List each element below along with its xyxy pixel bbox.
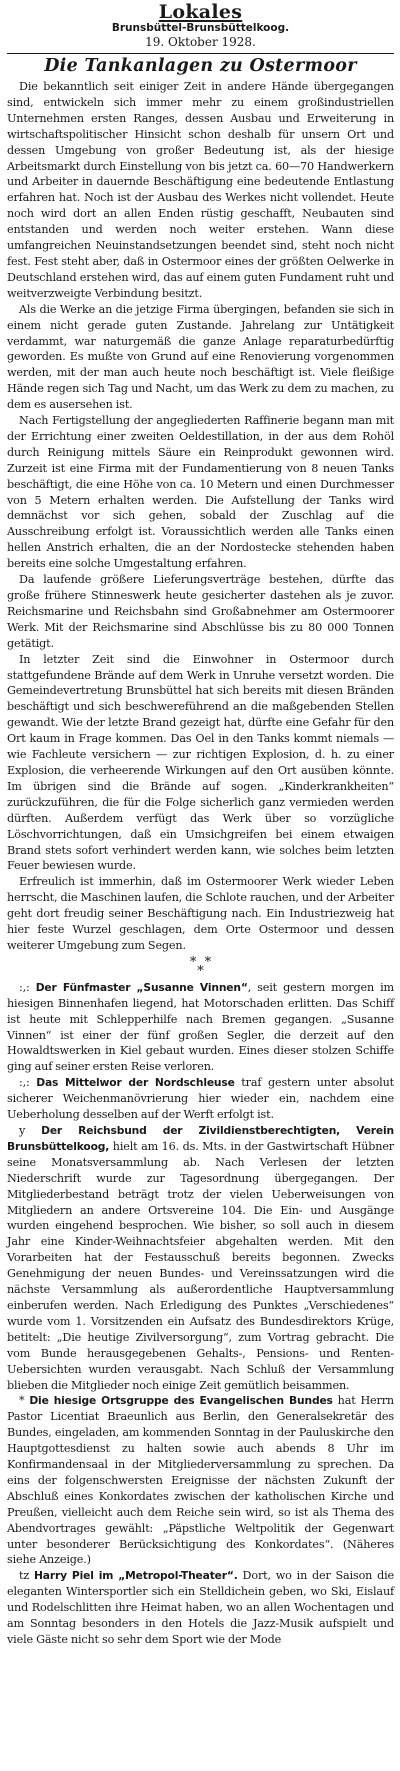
- local-note: :,: Der Fünfmaster „Susanne Vinnen“, seit gestern morgen im hiesigen Binnenhafen liegend, hat Motorschaden erlitten. Das Schiff ist heute mit Schlepperhilfe nach Bremen gegangen. „Susanne Vinnen“ ist einer der fünf großen Segler, die derzeit auf den Howaldtswerken in Kiel gebaut wurden. Eines dieser stolzen Schiffe ging auf seiner ersten Reise verloren.: [7, 980, 394, 1074]
- section-masthead: [7, 2, 394, 50]
- article-paragraph: Die bekanntlich seit einiger Zeit in andere Hände übergegangen sind, entwickeln sich immer mehr zu einem großindustriellen Unternehmen ersten Ranges, dessen Ausbau und Erweiterung in wirtschaftspolitischer Hinsicht schon deshalb für unsern Ort und dessen Umgebung von großer Bedeutung ist, als der hiesige Arbeitsmarkt durch Einstellung von bis jetzt ca. 60—70 Handwerkern und Arbeiter in dauernde Beschäftigung eine bedeutende Entlastung erfahren hat. Noch ist der Ausbau des Werkes nicht vollendet. Heute noch wird dort an allen Enden rüstig geschafft, Neubauten sind entstanden und werden noch weiter erstehen. Wann diese umfangreichen Neuinstandsetzungen beendet sind, steht noch nicht fest. Fest steht aber, daß in Ostermoor eines der größten Oelwerke in Deutschland erstehen wird, das auf einem guten Fundament ruht und weitverzweigte Verbindung besitzt.: [7, 80, 394, 300]
- article-headline: Die Tankanlagen zu Ostermoor: [44, 56, 357, 76]
- section-title: Lokales: [158, 1, 243, 23]
- note-lead: Harry Piel im „Metropol-Theater“.: [33, 1569, 238, 1583]
- issue-date: 19. Oktober 1928.: [145, 35, 256, 49]
- note-lead: Der Reichsbund der Zivildienstberechtigten, Verein Brunsbüttelkoog,: [7, 1124, 395, 1153]
- article-body: [7, 79, 394, 954]
- asterism-separator: [7, 954, 394, 980]
- local-notes: [7, 980, 394, 1648]
- article-paragraph: In letzter Zeit sind die Einwohner in Ostermoor durch stattgefundene Brände auf dem Werk in Unruhe versetzt worden. Die Gemeindevertretung Brunsbüttel hat sich bereits mit diesen Bränden beschäftigt und sich beschwereführend an die maßgebenden Stellen gewandt. Wie der letzte Brand gezeigt hat, dürfte eine Gefahr für den Ort kaum in Frage kommen. Das Oel in den Tanks kommt niemals — wie Fachleute versichern — zur richtigen Explosion, d. h. zu einer Explosion, die verheerende Wirkungen auf den Ort ausüben könnte. Im übrigen sind die Brände auf sogen. „Kinderkrankheiten“ zurückzuführen, die für die Folge sicherlich ganz vermieden werden dürften. Außerdem verfügt das Werk über so vorzügliche Löschvorrichtungen, daß ein Umsichgreifen bei einem etwaigen Brand stets sofort verhindert werden kann, wie solches beim letzten Feuer bewiesen wurde.: [7, 652, 394, 873]
- note-text: Dort, wo in der Saison die eleganten Wintersportler sich ein Stelldichein geben, wo Ski, Eislauf und Rodelschlitten ihre Heimat haben, wo an allen Wochentagen und am Sonntag besonders in den Hotels die Jazz-Musik aufspielt und viele Gäste nicht so sehr dem Sport wie der Mode: [7, 1569, 395, 1646]
- article-paragraph: Nach Fertigstellung der angegliederten Raffinerie begann man mit der Errichtung einer zweiten Oeldestillation, in der aus dem Rohöl durch Reinigung mittels Säure ein Reinprodukt gewonnen wird. Zurzeit ist eine Firma mit der Fundamentierung von 8 neuen Tanks beschäftigt, die eine Höhe von ca. 10 Metern und einen Durchmesser von 5 Metern erhalten werden. Die Aufstellung der Tanks wird demnächst vor sich gehen, sobald der Zuschlag auf die Ausschreibung erfolgt ist. Voraussichtlich werden alle Tanks einen hellen Anstrich erhalten, die an der Nordostecke stehenden haben bereits eine solche Umgestaltung erfahren.: [7, 414, 394, 571]
- note-lead: Der Fünfmaster „Susanne Vinnen“: [35, 980, 248, 994]
- note-text: traf gestern unter absolut sicherer Weichenmanövrierung hier wieder ein, nachdem eine Ueberholung desselben auf der Werft erfolgt ist.: [7, 1076, 394, 1122]
- asterism-glyphs: * * *: [189, 954, 212, 979]
- note-text: hat Herrn Pastor Licentiat Braeunlich aus Berlin, den Generalsekretär des Bundes, eingeladen, am kommenden Sonntag in der Pauluskirche den Hauptgottesdienst zu halten sowie auch abends 8 Uhr im Konfirmandensaal in der Mitgliederversammlung zu sprechen. Da eins der folgenschwersten Ereignisse der nächsten Zukunft der Abschluß eines Konkordates zwischen der katholischen Kirche und Preußen, vielleicht auch dem Reiche sein wird, so ist als Thema des Abendvortrages gewählt: „Päpstliche Weltpolitik der Gegenwart unter besonderer Berücksichtigung des Konkordates“. (Näheres siehe Anzeige.): [7, 1394, 394, 1567]
- note-text: hielt am 16. ds. Mts. in der Gastwirtschaft Hübner seine Monatsversammlung ab. Nach Verlesen der letzten Niederschrift wurde zur Tagesordnung übergegangen. Der Mitgliederbestand beträgt trotz der vielen Ueberweisungen von Mitgliedern an andere Ortsvereine 104. Die Ein- und Ausgänge wurden eingehend besprochen. Wie bisher, so soll auch in diesem Jahr eine Kinder-Weihnachtsfeier abgehalten werden. Mit den Vorarbeiten hat der Festausschuß bereits begonnen. Zwecks Genehmigung der neuen Bundes- und Vereinssatzungen wird die nächste Versammlung als außerordentliche Hauptversammlung einberufen werden. Nach Erledigung des Punktes „Verschiedenes“ wurde vom 1. Vorsitzenden ein Aufsatz des Bundesdirektors Krüge, betitelt: „Die heutige Zivilversorgung“, zum Vortrag gebracht. Die vom Bunde herausgegebenen Gehalts-, Pensions- und Renten-Uebersichten wurden verausgabt. Nach Schluß der Versammlung blieben die Mitglieder noch einige Zeit gemütlich beisammen.: [7, 1139, 394, 1392]
- local-note: :,: Das Mittelwor der Nordschleuse traf gestern unter absolut sicherer Weichenmanövrierung hier wieder ein, nachdem eine Ueberholung desselben auf der Werft erfolgt ist.: [7, 1076, 394, 1122]
- note-text: , seit gestern morgen im hiesigen Binnenhafen liegend, hat Motorschaden erlitten. Das Schiff ist heute mit Schlepperhilfe nach Bremen gegangen. „Susanne Vinnen“ ist einer der fünf großen Segler, die derzeit auf den Howaldtswerken in Kiel gebaut wurden. Eines dieser stolzen Schiffe ging auf seiner ersten Reise verloren.: [7, 980, 394, 1074]
- divider-rule: [7, 53, 394, 54]
- local-note: tz Harry Piel im „Metropol-Theater“. Dort, wo in der Saison die eleganten Wintersportler sich ein Stelldichein geben, wo Ski, Eislauf und Rodelschlitten ihre Heimat haben, wo an allen Wochentagen und am Sonntag besonders in den Hotels die Jazz-Musik aufspielt und viele Gäste nicht so sehr dem Sport wie der Mode: [7, 1569, 395, 1646]
- article-paragraph: Als die Werke an die jetzige Firma übergingen, befanden sie sich in einem nicht gerade guten Zustande. Jahrelang zur Untätigkeit verdammt, war naturgemäß die ganze Anlage reparaturbedürftig geworden. Es mußte von Grund auf eine Renovierung vorgenommen werden, mit der man auch heute noch beschäftigt ist. Viele fleißige Hände regen sich Tag und Nacht, um das Werk zu dem zu machen, zu dem es ausersehen ist.: [7, 302, 394, 412]
- local-note: * Die hiesige Ortsgruppe des Evangelischen Bundes hat Herrn Pastor Licentiat Braeunlich aus Berlin, den Generalsekretär des Bundes, eingeladen, am kommenden Sonntag in der Pauluskirche den Hauptgottesdienst zu halten sowie auch abends 8 Uhr im Konfirmandensaal in der Mitgliederversammlung zu sprechen. Da eins der folgenschwersten Ereignisse der nächsten Zukunft der Abschluß eines Konkordates zwischen der katholischen Kirche und Preußen, vielleicht auch dem Reiche sein wird, so ist als Thema des Abendvortrages gewählt: „Päpstliche Weltpolitik der Gegenwart unter besonderer Berücksichtigung des Konkordates“. (Näheres siehe Anzeige.): [7, 1394, 394, 1567]
- note-lead: Die hiesige Ortsgruppe des Evangelischen Bundes: [29, 1394, 333, 1408]
- article-paragraph: Da laufende größere Lieferungsverträge bestehen, dürfte das große frühere Stinneswerk heute gesicherter dastehen als je zuvor. Reichsmarine und Reichsbahn sind Großabnehmer am Ostermoorer Werk. Mit der Reichsmarine sind Abschlüsse bis zu 80 000 Tonnen getätigt.: [7, 573, 394, 650]
- note-lead: Das Mittelwor der Nordschleuse: [36, 1076, 235, 1090]
- article-paragraph: Erfreulich ist immerhin, daß im Ostermoorer Werk wieder Leben herrscht, die Maschinen laufen, die Schlote rauchen, und der Arbeiter geht dort freudig seiner Beschäftigung nach. Ein Industriezweig hat hier feste Wurzel geschlagen, dem Orte Ostermoor und dessen weiterer Umgebung zum Segen.: [7, 875, 394, 952]
- dateline: Brunsbüttel-Brunsbüttelkoog.: [111, 22, 290, 34]
- local-note: y Der Reichsbund der Zivildienstberechtigten, Verein Brunsbüttelkoog, hielt am 16. ds. Mts. in der Gastwirtschaft Hübner seine Monatsversammlung ab. Nach Verlesen der letzten Niederschrift wurde zur Tagesordnung übergegangen. Der Mitgliederbestand beträgt trotz der vielen Ueberweisungen von Mitgliedern an andere Ortsvereine 104. Die Ein- und Ausgänge wurden eingehend besprochen. Wie bisher, so soll auch in diesem Jahr eine Kinder-Weihnachtsfeier abgehalten werden. Mit den Vorarbeiten hat der Festausschuß bereits begonnen. Zwecks Genehmigung der neuen Bundes- und Vereinssatzungen wird die nächste Versammlung als außerordentliche Hauptversammlung einberufen werden. Nach Erledigung des Punktes „Verschiedenes“ wurde vom 1. Vorsitzenden ein Aufsatz des Bundesdirektors Krüge, betitelt: „Die heutige Zivilversorgung“, zum Vortrag gebracht. Die vom Bunde herausgegebenen Gehalts-, Pensions- und Renten-Uebersichten wurden verausgabt. Nach Schluß der Versammlung blieben die Mitglieder noch einige Zeit gemütlich beisammen.: [7, 1124, 395, 1392]
